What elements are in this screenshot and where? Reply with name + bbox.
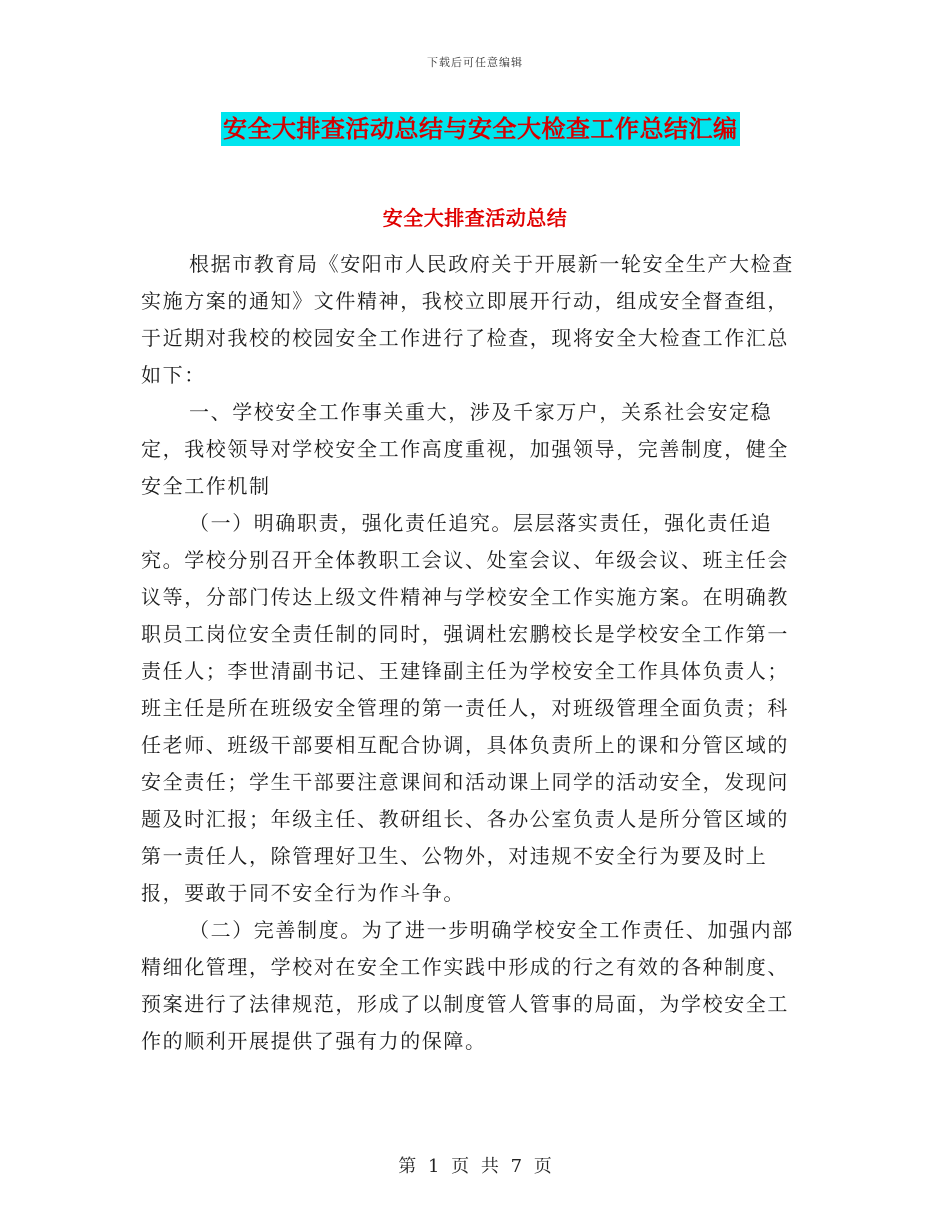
document-title: 安全大排查活动总结与安全大检查工作总结汇编 [221,112,740,146]
section-title: 安全大排查活动总结 [382,206,568,230]
paragraph-point-one: 一、学校安全工作事关重大，涉及千家万户，关系社会安定稳定，我校领导对学校安全工作高度重视，加强领导，完善制度，健全安全工作机制 [141,400,789,498]
page-footer: 第 1 页 共 7 页 [398,1156,552,1177]
header-note: 下载后可任意编辑 [427,56,523,69]
paragraph-regulations: （二）完善制度。为了进一步明确学校安全工作责任、加强内部精细化管理，学校对在安全工作实践中形成的行之有效的各种制度、预案进行了法律规范，形成了以制度管人管事的局面，为学校安全工作的顺利开展提供了强有力的保障。 [141,918,794,1053]
paragraph-responsibility: （一）明确职责，强化责任追究。层层落实责任，强化责任追究。学校分别召开全体教职工会议、处室会议、年级会议、班主任会议等，分部门传达上级文件精神与学校安全工作实施方案。在明确教职员工岗位安全责任制的同时，强调杜宏鹏校长是学校安全工作第一责任人；李世清副书记、王建锋副主任为学校安全工作具体负责人；班主任是所在班级安全管理的第一责任人，对班级管理全面负责；科任老师、班级干部要相互配合协调，具体负责所上的课和分管区域的安全责任；学生干部要注意课间和活动课上同学的活动安全，发现问题及时汇报；年级主任、教研组长、各办公室负责人是所分管区域的第一责任人，除管理好卫生、公物外，对违规不安全行为要及时上报，要敢于同不安全行为作斗争。 [141,511,789,905]
document-body [141,246,801,1060]
paragraph-intro: 根据市教育局《安阳市人民政府关于开展新一轮安全生产大检查实施方案的通知》文件精神，我校立即展开行动，组成安全督查组，于近期对我校的校园安全工作进行了检查，现将安全大检查工作汇总如下： [141,252,794,387]
